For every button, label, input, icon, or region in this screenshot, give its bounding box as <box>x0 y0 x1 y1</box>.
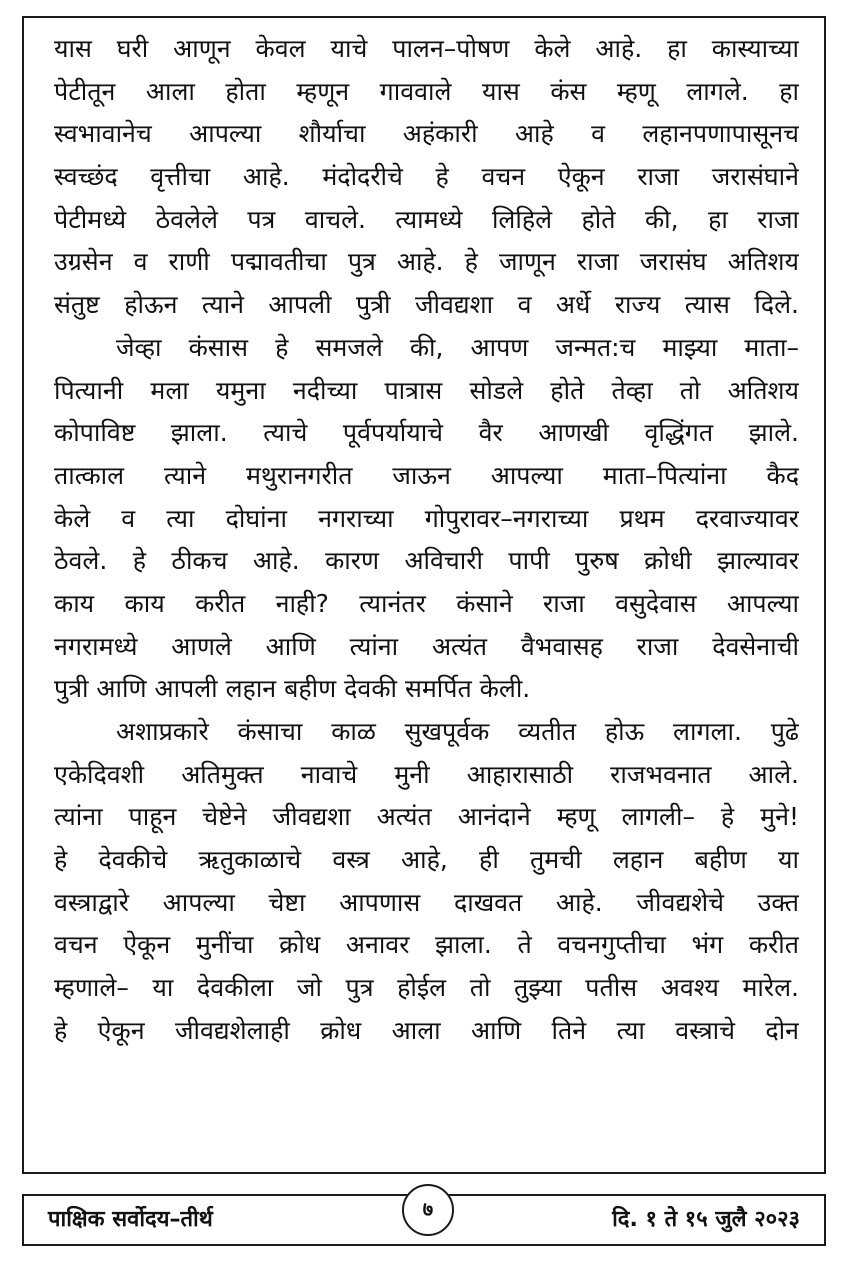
text-line: पुत्री आणि आपली लहान बहीण देवकी समर्पित केली. <box>54 674 531 704</box>
text-line: तात्काल त्याने मथुरानगरीत जाऊन आपल्या माता–पित्यांना कैद <box>54 460 799 490</box>
text-line: संतुष्ट होऊन त्याने आपली पुत्री जीवद्यशा व अर्धे राज्य त्यास दिले. <box>54 290 799 320</box>
text-line: ठेवले. हे ठीकच आहे. कारण अविचारी पापी पुरुष क्रोधी झाल्यावर <box>54 546 799 576</box>
text-line: पेटीतून आला होता म्हणून गाववाले यास कंस म्हणू लागले. हा <box>54 76 799 106</box>
text-line: उग्रसेन व राणी पद्मावतीचा पुत्र आहे. हे जाणून राजा जरासंघ अतिशय <box>54 247 799 277</box>
page-footer <box>22 1194 826 1246</box>
text-line: स्वभावानेच आपल्या शौर्याचा अहंकारी आहे व लहानपणापासूनच <box>54 119 799 149</box>
issue-date: दि. १ ते १५ जुलै २०२३ <box>612 1207 800 1232</box>
text-line: त्यांना पाहून चेष्टेने जीवद्यशा अत्यंत आनंदाने म्हणू लागली– हे मुने! <box>54 802 799 832</box>
text-line: म्हणाले– या देवकीला जो पुत्र होईल तो तुझ्या पतीस अवश्य मारेल. <box>54 973 799 1003</box>
text-line: काय काय करीत नाही? त्यानंतर कंसाने राजा वसुदेवास आपल्या <box>54 588 799 618</box>
text-line: नगरामध्ये आणले आणि त्यांना अत्यंत वैभवासह राजा देवसेनाची <box>54 631 799 661</box>
text-line: हे ऐकून जीवद्यशेलाही क्रोध आला आणि तिने त्या वस्त्राचे दोन <box>54 1015 799 1045</box>
text-line: अशाप्रकारे कंसाचा काळ सुखपूर्वक व्यतीत होऊ लागला. पुढे <box>116 717 799 746</box>
text-line: कोपाविष्ट झाला. त्याचे पूर्वपर्यायाचे वैर आणखी वृद्धिंगत झाले. <box>54 418 799 448</box>
page-number: ७ <box>402 1184 454 1236</box>
text-line: हे देवकीचे ऋतुकाळाचे वस्त्र आहे, ही तुमची लहान बहीण या <box>54 845 799 875</box>
text-line: यास घरी आणून केवल याचे पालन–पोषण केले आहे. हा कास्याच्या <box>54 34 799 63</box>
publication-name: पाक्षिक सर्वोदय–तीर्थ <box>48 1207 213 1232</box>
body-text <box>54 28 799 1053</box>
text-line: वचन ऐकून मुनींचा क्रोध अनावर झाला. ते वचनगुप्तीचा भंग करीत <box>54 930 799 960</box>
text-line: केले व त्या दोघांना नगराच्या गोपुरावर–नगराच्या प्रथम दरवाज्यावर <box>54 503 799 533</box>
text-line: पित्यानी मला यमुना नदीच्या पात्रास सोडले होते तेव्हा तो अतिशय <box>54 375 799 405</box>
text-line: पेटीमध्ये ठेवलेले पत्र वाचले. त्यामध्ये लिहिले होते की, हा राजा <box>54 204 799 234</box>
text-line: स्वच्छंद वृत्तीचा आहे. मंदोदरीचे हे वचन ऐकून राजा जरासंघाने <box>54 162 799 192</box>
text-line: एकेदिवशी अतिमुक्त नावाचे मुनी आहारासाठी राजभवनात आले. <box>54 759 799 789</box>
text-line: जेव्हा कंसास हे समजले की, आपण जन्मत:च माझ्या माता– <box>116 332 799 362</box>
text-line: वस्त्राद्वारे आपल्या चेष्टा आपणास दाखवत आहे. जीवद्यशेचे उक्त <box>54 887 799 917</box>
